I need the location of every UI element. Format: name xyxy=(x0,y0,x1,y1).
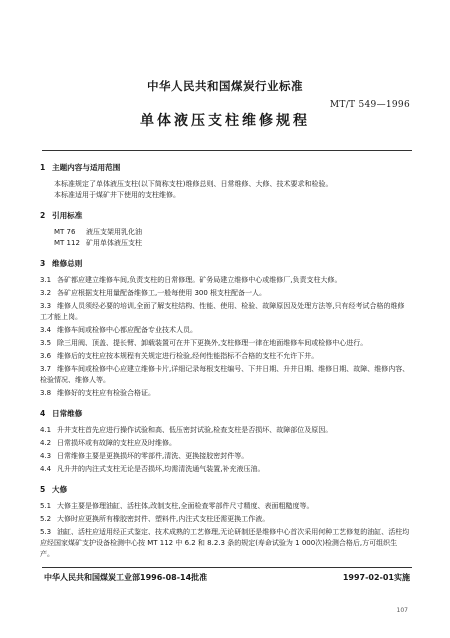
section-number: 5 xyxy=(40,485,46,494)
section-number: 4 xyxy=(40,409,46,418)
section-heading xyxy=(40,484,410,495)
clause-text: 各矿都应建立维修车间,负责支柱的日常修理。矿务局建立维修中心或维修厂,负责支柱大修。 xyxy=(57,276,342,284)
footer-rule xyxy=(42,567,412,568)
reference-item xyxy=(54,238,410,249)
document-body xyxy=(40,162,410,562)
clause-text: 凡升井的内注式支柱无论是否损坏,均需清洗通气装置,补充液压油。 xyxy=(57,465,265,473)
clause-number: 5.1 xyxy=(40,502,52,510)
section-number: 1 xyxy=(40,163,46,172)
section-heading xyxy=(40,210,410,221)
section-number: 2 xyxy=(40,211,46,220)
section-heading xyxy=(40,258,410,269)
clause-number: 5.3 xyxy=(40,528,52,536)
clause-text: 维修后的支柱应按本规程有关规定进行检验,经何性能指标不合格的支柱不允许下井。 xyxy=(57,352,319,360)
clause xyxy=(40,425,410,436)
clause-number: 3.8 xyxy=(40,389,52,397)
section-title: 日常维修 xyxy=(52,409,83,418)
clause-number: 3.7 xyxy=(40,365,52,373)
clause-number: 3.1 xyxy=(40,276,52,284)
section-heading xyxy=(40,408,410,419)
clause-text: 除三用阀、顶盖、提长臂、卸载装置可在井下更换外,支柱修理一律在地面维修车间或检修中心进行。 xyxy=(57,339,368,347)
clause-number: 5.2 xyxy=(40,515,52,523)
clause-number: 3.5 xyxy=(40,339,52,347)
clause-text: 油缸、活柱应适用经正式鉴定、技术成熟的工艺修理,无论研制还是维修中心首次采用何种工艺修复的油缸、活柱均应经国家煤矿支护设备检测中心按 MT 112 中 6.2 和 8.2.3 条的规定(寿命试验为 1 000次)检测合格后,方可组织生产。 xyxy=(40,528,410,558)
clause-text: 维修好的支柱应有检验合格证。 xyxy=(57,389,155,397)
reference-code: MT 76 xyxy=(54,228,76,236)
clause-text: 升井支柱首先应进行操作试验和高、低压密封试验,检查支柱是否损坏、故障部位及原因。 xyxy=(57,426,333,434)
clause xyxy=(40,325,410,336)
standard-organization: 中华人民共和国煤炭行业标准 xyxy=(147,79,303,93)
clause xyxy=(40,301,410,323)
reference-code: MT 112 xyxy=(54,239,80,247)
clause-number: 4.4 xyxy=(40,465,52,473)
section-title: 主题内容与适用范围 xyxy=(52,163,121,172)
clause xyxy=(40,527,410,560)
clause-text: 维修人员须经必要的培训,全面了解支柱结构、性能、使用、检验、故障原因及处理方法等,只有经考试合格的维修工才能上岗。 xyxy=(40,302,405,321)
clause-text: 各矿应根据支柱用量配备维修工,一般每使用 300 根支柱配备一人。 xyxy=(57,289,267,297)
section-title: 大修 xyxy=(52,485,68,494)
reference-name: 液压支架用乳化油 xyxy=(86,228,142,236)
footer xyxy=(44,572,410,583)
clause-number: 4.2 xyxy=(40,439,52,447)
clause-text: 维修车间或检修中心都应配备专业技术人员。 xyxy=(57,326,197,334)
paragraph: 本标准适用于煤矿井下使用的支柱维修。 xyxy=(54,191,180,199)
effective-date: 1997-02-01实施 xyxy=(342,573,410,582)
paragraph: 本标准规定了单体液压支柱(以下简称支柱)维修总则、日常维修、大修、技术要求和检验。 xyxy=(54,180,333,188)
clause xyxy=(40,338,410,349)
clause xyxy=(40,388,410,399)
document-title: 单体液压支柱维修规程 xyxy=(140,113,310,129)
clause-text: 日常损坏或有故障的支柱应及时维修。 xyxy=(57,439,176,447)
approval-date: 中华人民共和国煤炭工业部1996-08-14批准 xyxy=(44,573,208,582)
clause xyxy=(40,364,410,386)
page-number: 107 xyxy=(396,607,408,614)
section-heading xyxy=(40,162,410,173)
clause-number: 3.2 xyxy=(40,289,52,297)
clause-number: 3.6 xyxy=(40,352,52,360)
clause xyxy=(40,514,410,525)
reference-item xyxy=(54,227,410,238)
clause-number: 3.4 xyxy=(40,326,52,334)
section-title: 维修总则 xyxy=(52,259,83,268)
clause-text: 大修主要是修理油缸、活柱体,改制支柱,全面检查零部件尺寸精度、表面粗糙度等。 xyxy=(57,502,314,510)
clause xyxy=(40,351,410,362)
clause xyxy=(40,288,410,299)
reference-name: 矿用单体液压支柱 xyxy=(86,239,142,247)
clause xyxy=(40,275,410,286)
clause-number: 3.3 xyxy=(40,302,52,310)
clause xyxy=(40,438,410,449)
standard-code: MT/T 549—1996 xyxy=(329,100,410,110)
section-title: 引用标准 xyxy=(52,211,83,220)
clause xyxy=(40,451,410,462)
clause xyxy=(40,501,410,512)
section-number: 3 xyxy=(40,259,46,268)
header-rule xyxy=(42,150,412,151)
clause-number: 4.1 xyxy=(40,426,52,434)
clause-text: 日常维修主要是更换损坏的零部件,清洗、更换接胶密封件等。 xyxy=(57,452,249,460)
clause xyxy=(40,464,410,475)
clause-number: 4.3 xyxy=(40,452,52,460)
clause-text: 大修时应更换所有橡胶密封件、塑料件,内注式支柱还需更换工作液。 xyxy=(57,515,270,523)
clause-text: 维修车间或检修中心应建立维修卡片,详细记录每根支柱编号、下井日期、升井日期、维修日期、故障、维修内容、检验情况、维修人等。 xyxy=(40,365,410,384)
